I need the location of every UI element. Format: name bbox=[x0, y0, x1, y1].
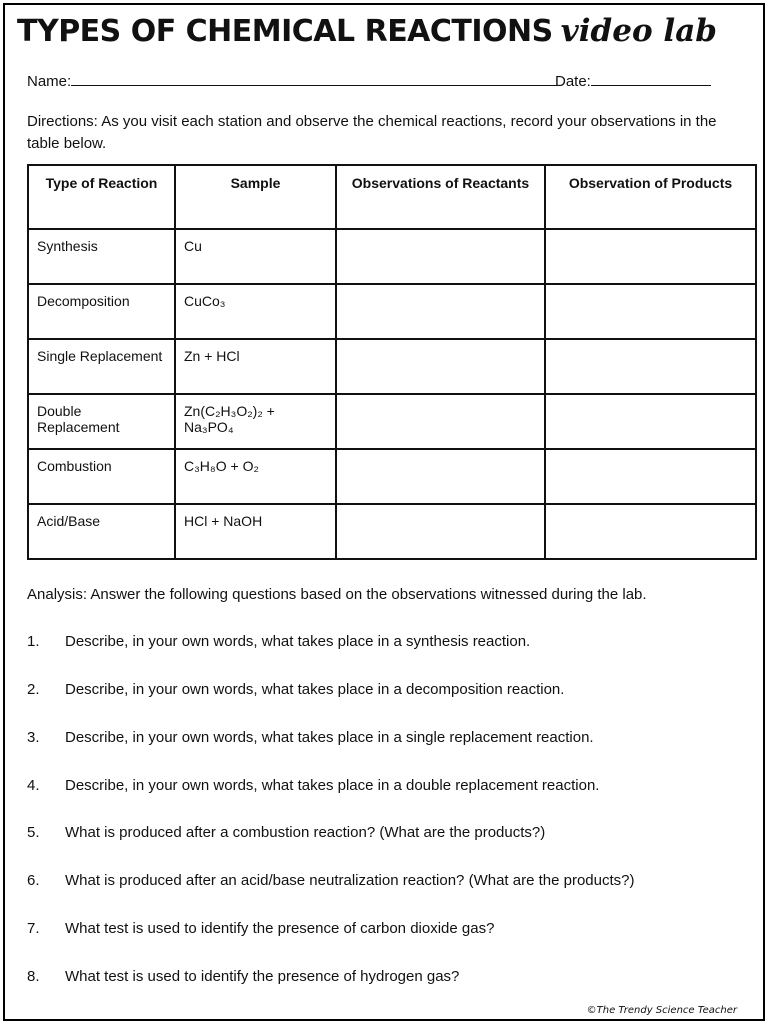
reactants-observation-cell[interactable] bbox=[336, 449, 545, 504]
table-row bbox=[28, 339, 756, 394]
name-blank-line[interactable] bbox=[71, 71, 557, 86]
page-title bbox=[17, 13, 717, 49]
question-item bbox=[27, 968, 459, 985]
question-text: Describe, in your own words, what takes place in a single replacement reaction. bbox=[65, 729, 594, 746]
header-observations-of-reactants: Observations of Reactants bbox=[336, 165, 545, 229]
question-item bbox=[27, 920, 494, 937]
table-row bbox=[28, 229, 756, 284]
question-item bbox=[27, 729, 594, 746]
question-item bbox=[27, 681, 564, 698]
products-observation-cell[interactable] bbox=[545, 394, 756, 449]
question-number: 2. bbox=[27, 681, 40, 698]
reaction-type-cell: Double Replacement bbox=[28, 394, 175, 449]
sample-cell: HCl + NaOH bbox=[175, 504, 336, 559]
question-number: 7. bbox=[27, 920, 40, 937]
question-number: 5. bbox=[27, 824, 40, 841]
question-text: Describe, in your own words, what takes place in a double replacement reaction. bbox=[65, 777, 600, 794]
products-observation-cell[interactable] bbox=[545, 284, 756, 339]
name-field[interactable] bbox=[27, 71, 557, 90]
question-text: Describe, in your own words, what takes place in a decomposition reaction. bbox=[65, 681, 565, 698]
sample-cell: Zn + HCl bbox=[175, 339, 336, 394]
analysis-text: Analysis: Answer the following questions based on the observations witnessed during the lab. bbox=[27, 586, 647, 603]
reactants-observation-cell[interactable] bbox=[336, 284, 545, 339]
question-item bbox=[27, 633, 530, 650]
question-number: 1. bbox=[27, 633, 40, 650]
reaction-type-cell: Single Replacement bbox=[28, 339, 175, 394]
table-row bbox=[28, 394, 756, 449]
question-text: What test is used to identify the presence of carbon dioxide gas? bbox=[65, 920, 495, 937]
reaction-type-cell: Decomposition bbox=[28, 284, 175, 339]
question-text: What test is used to identify the presence of hydrogen gas? bbox=[65, 968, 460, 985]
question-number: 3. bbox=[27, 729, 40, 746]
question-text: Describe, in your own words, what takes place in a synthesis reaction. bbox=[65, 633, 531, 650]
sample-cell: Cu bbox=[175, 229, 336, 284]
table-row bbox=[28, 284, 756, 339]
header-observation-of-products: Observation of Products bbox=[545, 165, 756, 229]
reactants-observation-cell[interactable] bbox=[336, 504, 545, 559]
reactants-observation-cell[interactable] bbox=[336, 229, 545, 284]
observations-table bbox=[27, 164, 757, 560]
reactants-observation-cell[interactable] bbox=[336, 339, 545, 394]
name-label: Name: bbox=[27, 73, 72, 90]
sample-cell: C₃H₈O + O₂ bbox=[175, 449, 336, 504]
products-observation-cell[interactable] bbox=[545, 504, 756, 559]
question-text: What is produced after an acid/base neutralization reaction? (What are the products?) bbox=[65, 872, 635, 889]
question-item bbox=[27, 824, 545, 841]
worksheet-page bbox=[3, 3, 765, 1021]
sample-cell: CuCo₃ bbox=[175, 284, 336, 339]
header-type-of-reaction: Type of Reaction bbox=[28, 165, 175, 229]
header-sample: Sample bbox=[175, 165, 336, 229]
table-header-row bbox=[28, 165, 756, 229]
question-number: 4. bbox=[27, 777, 40, 794]
products-observation-cell[interactable] bbox=[545, 449, 756, 504]
copyright-credit: ©The Trendy Science Teacher bbox=[586, 1005, 737, 1016]
reactants-observation-cell[interactable] bbox=[336, 394, 545, 449]
question-text: What is produced after a combustion reaction? (What are the products?) bbox=[65, 824, 546, 841]
question-item bbox=[27, 872, 634, 889]
title-main: TYPES OF CHEMICAL REACTIONS bbox=[17, 14, 553, 49]
question-item bbox=[27, 777, 599, 794]
question-number: 6. bbox=[27, 872, 40, 889]
products-observation-cell[interactable] bbox=[545, 229, 756, 284]
question-number: 8. bbox=[27, 968, 40, 985]
reaction-type-cell: Combustion bbox=[28, 449, 175, 504]
date-blank-line[interactable] bbox=[591, 71, 711, 86]
reaction-type-cell: Synthesis bbox=[28, 229, 175, 284]
table-row bbox=[28, 449, 756, 504]
date-label: Date: bbox=[555, 73, 591, 90]
title-script: video lab bbox=[560, 13, 717, 49]
sample-cell: Zn(C₂H₃O₂)₂ + Na₃PO₄ bbox=[175, 394, 336, 449]
products-observation-cell[interactable] bbox=[545, 339, 756, 394]
table-row bbox=[28, 504, 756, 559]
directions-text: Directions: As you visit each station and observe the chemical reactions, record your observations in the table below. bbox=[27, 113, 717, 152]
reaction-type-cell: Acid/Base bbox=[28, 504, 175, 559]
date-field[interactable] bbox=[555, 71, 711, 90]
